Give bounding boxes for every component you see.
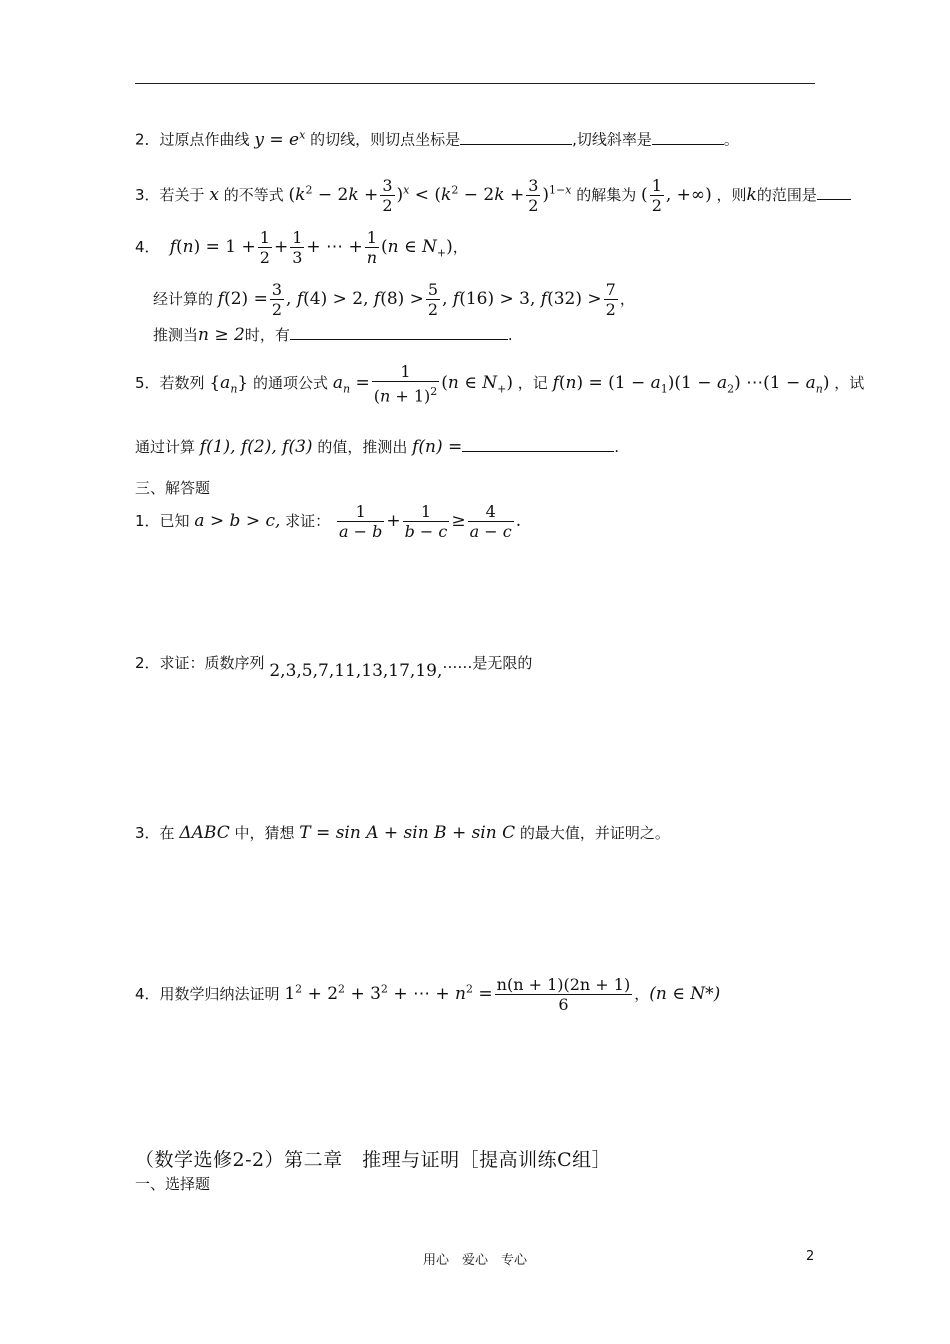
fill-problem-5-line2: 通过计算 f(1), f(2), f(3) 的值，推测出 f(n) = . <box>135 437 620 457</box>
computed-values: f(2) = $\frac{3}{2}$ , f(4) > 2, f(8) > $\frac{5}{2}$ , f(16) > 3, f(32) > $\frac{7}{2}$ <box>217 280 616 319</box>
fill-problem-4-line3: 推测当n ≥ 2时，有 . <box>153 325 513 345</box>
fill-problem-2: 2．过原点作曲线 $y = e^x$ 的切线，则切点坐标是 ,切线斜率是 。 <box>135 128 739 150</box>
solution-interval: ( $\frac{1}{2}$ , +∞) <box>641 176 712 215</box>
proof-problem-4: 4．用数学归纳法证明 $1^2 + 2^2 + 3^2$ + ⋯ + $n^2$ = $\frac{n(n + 1)(2n + 1)}{6}$ ，(n ∈ N*) <box>135 975 721 1014</box>
header-rule <box>135 83 815 84</box>
answer-blank <box>817 185 851 200</box>
proof-problem-1: 1．已知 a > b > c, 求证： $\frac{1}{a - b}$ + $\frac{1}{b - c}$ ≥ $\frac{4}{a - c}$ . <box>135 502 522 541</box>
fill-problem-3: 3．若关于 x 的不等式 ($k^2 - 2k$ + $\frac{3}{2}$ )$^x < (k^2 - 2k$ + $\frac{3}{2}$ )$^{1-x}$ 的解集为 ( $\frac{1}{2}$ , +∞) ，则k的范围是 <box>135 176 851 215</box>
fill-problem-4-line1: 4． f(n) = 1 + $\frac{1}{2}$ + $\frac{1}{3}$ + ⋯ + $\frac{1}{n}$ (n ∈ $N_+$)， <box>135 228 468 267</box>
section-heading-answers: 三、解答题 <box>135 479 211 497</box>
inequality-to-prove: $\frac{1}{a - b}$ + $\frac{1}{b - c}$ ≥ $\frac{4}{a - c}$ . <box>338 502 522 541</box>
page-number: 2 <box>806 1249 815 1264</box>
sum-formula-fraction: $\frac{n(n + 1)(2n + 1)}{6}$ <box>496 975 631 1014</box>
answer-blank <box>460 130 572 145</box>
answer-blank <box>652 130 724 145</box>
footer-motto: 用心 爱心 专心 <box>422 1253 527 1268</box>
section-heading-choice: 一、选择题 <box>135 1175 211 1193</box>
curve-equation: $y = e^x$ <box>254 128 306 150</box>
chapter-title: （数学选修2-2）第二章 推理与证明［提高训练C组］ <box>135 1149 612 1171</box>
fill-problem-5-line1: 5．若数列 $\{a_n\}$ 的通项公式 $a_n$ = $\frac{1}{(n + 1)^2}$ (n ∈ $N_+$) ，记 $f(n) = (1 - a_1)(1 - a_2)$ ⋯(1 − $a_n$) ，试 <box>135 362 865 406</box>
sum-of-squares: $1^2 + 2^2 + 3^2$ + ⋯ + $n^2$ = <box>284 982 493 1004</box>
answer-blank <box>462 437 614 452</box>
product-formula: $f(n) = (1 - a_1)(1 - a_2)$ ⋯(1 − $a_n$) <box>552 373 830 396</box>
answer-blank <box>290 325 508 340</box>
inequality-expression: ($k^2 - 2k$ + $\frac{3}{2}$ )$^x < (k^2 - 2k$ + $\frac{3}{2}$ )$^{1-x}$ <box>288 176 572 215</box>
sequence-symbol: $\{a_n\}$ <box>209 373 249 396</box>
fn-definition: f(n) = 1 + $\frac{1}{2}$ + $\frac{1}{3}$ + ⋯ + $\frac{1}{n}$ (n ∈ $N_+$) <box>169 228 453 267</box>
fill-problem-4-line2: 经计算的 f(2) = $\frac{3}{2}$ , f(4) > 2, f(8) > $\frac{5}{2}$ , f(16) > 3, f(32) > $\frac{7}{2}$ ， <box>153 280 635 319</box>
proof-problem-2: 2．求证：质数序列 2,3,5,7,11,13,17,19,……是无限的 <box>135 654 533 681</box>
general-term-formula: $a_n$ = $\frac{1}{(n + 1)^2}$ (n ∈ $N_+$) <box>332 362 513 406</box>
proof-problem-3: 3．在 ΔABC 中，猜想 T = sin A + sin B + sin C 的最大值，并证明之。 <box>135 823 670 843</box>
